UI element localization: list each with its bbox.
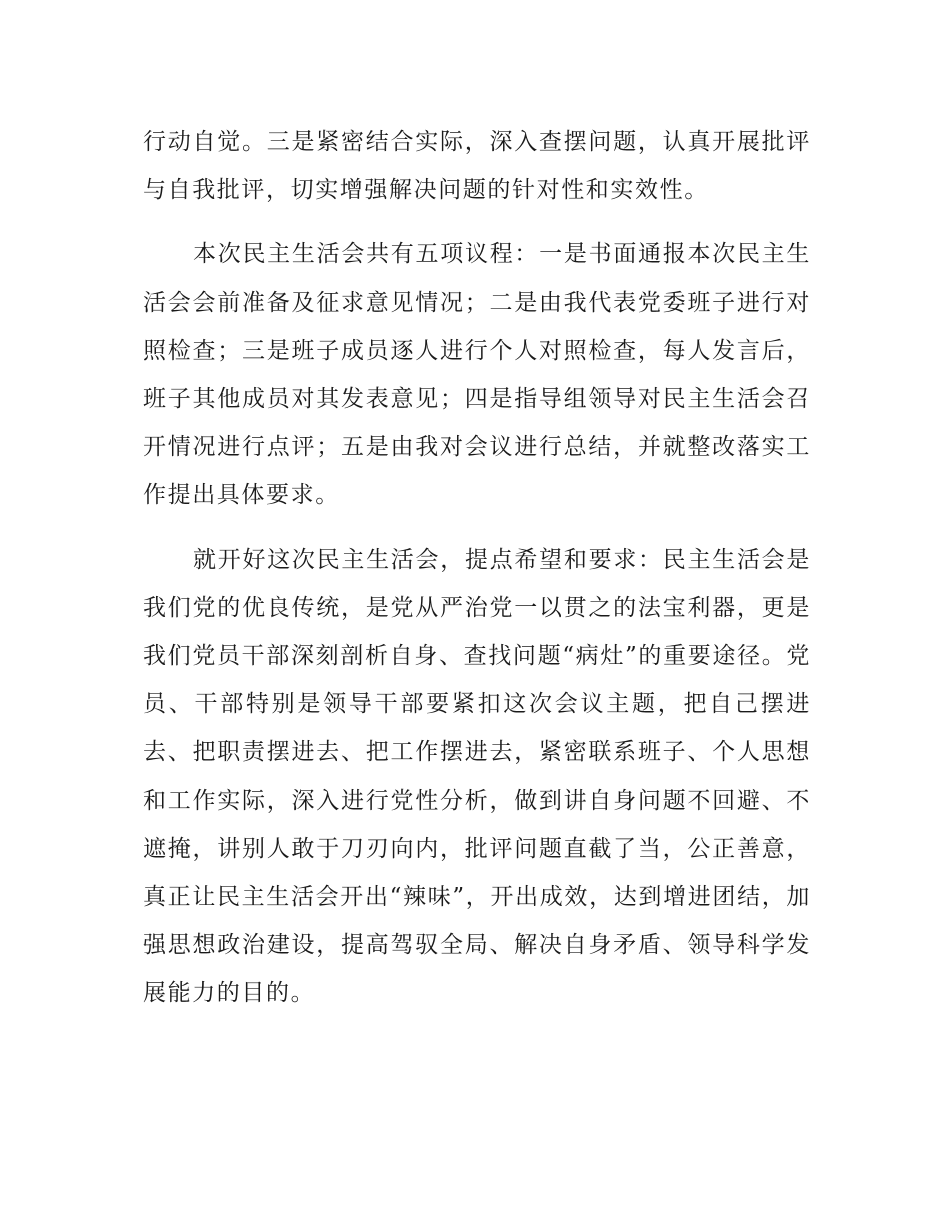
document-body: [143, 118, 811, 1034]
paragraph-requirements: 就开好这次民主生活会，提点希望和要求：民主生活会是我们党的优良传统，是党从严治党一以贯之的法宝利器，更是我们党员干部深刻剖析自身、查找问题“病灶”的重要途径。党员、干部特别是领导干部要紧扣这次会议主题，把自己摆进去、把职责摆进去、把工作摆进去，紧密联系班子、个人思想和工作实际，深入进行党性分析，做到讲自身问题不回避、不遮掩，讲别人敢于刀刃向内，批评问题直截了当，公正善意，真正让民主生活会开出“辣味”，开出成效，达到增进团结，加强思想政治建设，提高驾驭全局、解决自身矛盾、领导科学发展能力的目的。: [143, 546, 811, 1007]
paragraph-agenda: 本次民主生活会共有五项议程：一是书面通报本次民主生活会会前准备及征求意见情况；二是由我代表党委班子进行对照检查；三是班子成员逐人进行个人对照检查，每人发言后，班子其他成员对其发表意见；四是指导组领导对民主生活会召开情况进行点评；五是由我对会议进行总结，并就整改落实工作提出具体要求。: [143, 241, 811, 509]
paragraph-continued: 行动自觉。三是紧密结合实际，深入查摆问题，认真开展批评与自我批评，切实增强解决问题的针对性和实效性。: [143, 129, 811, 204]
